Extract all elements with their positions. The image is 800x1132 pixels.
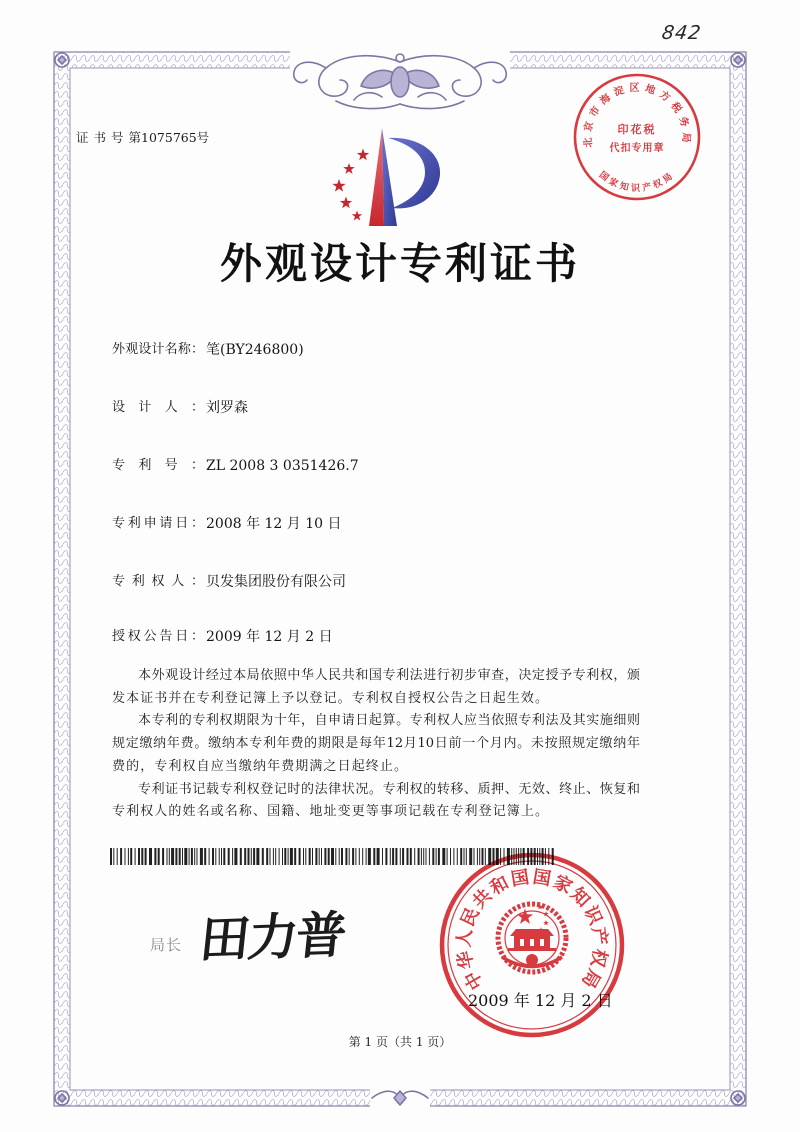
emblem-stars bbox=[517, 904, 549, 932]
field-label: 专利申请日： bbox=[112, 516, 204, 531]
tax-stamp-top-text: 北京市海淀区地方税务局 bbox=[582, 82, 692, 148]
field-value: 刘罗森 bbox=[206, 400, 248, 416]
field-label: 授权公告日： bbox=[112, 629, 204, 644]
signature-title: 局长 bbox=[150, 936, 183, 954]
handwritten-number: 842 bbox=[660, 22, 703, 44]
certificate-number-value: 第1075765号 bbox=[128, 130, 210, 145]
national-emblem bbox=[498, 904, 566, 972]
field-label: 专利权人： bbox=[112, 574, 204, 589]
paragraph-line: 本外观设计经过本局依照中华人民共和国专利法进行初步审查，决定授予专利权，颁 bbox=[138, 668, 640, 683]
field-value: 2008 年 12 月 10 日 bbox=[206, 516, 342, 532]
signature: 田力普 bbox=[196, 904, 348, 969]
paragraph-line: 规定缴纳年费。缴纳本专利年费的期限是每年12月10日前一个月内。未按照规定缴纳年 bbox=[112, 736, 640, 752]
field-value: 笔(BY246800) bbox=[206, 342, 304, 358]
page-number: 第 1 页（共 1 页） bbox=[348, 1035, 452, 1049]
tax-stamp-bottom-text: 国家知识产权局 bbox=[596, 170, 678, 195]
paragraph-line: 专利证书记载专利权登记时的法律状况。专利权的转移、质押、无效、终止、恢复和 bbox=[138, 781, 640, 797]
field-label: 专利号： bbox=[112, 458, 204, 473]
certificate-number-label: 证书号 bbox=[76, 130, 129, 145]
field-value: 贝发集团股份有限公司 bbox=[206, 574, 346, 590]
field-value: 2009 年 12 月 2 日 bbox=[206, 629, 333, 645]
field-value: ZL 2008 3 0351426.7 bbox=[206, 458, 359, 474]
emblem-gate-roof bbox=[510, 929, 554, 936]
paragraph-line: 费的，专利权自应当缴纳年费期满之日起终止。 bbox=[112, 758, 409, 774]
paragraph-line: 专利权人的姓名或名称、国籍、地址变更等事项记载在专利登记簿上。 bbox=[112, 804, 550, 820]
tax-stamp-center-line1: 印花税 bbox=[617, 123, 657, 136]
field-label: 设计人： bbox=[112, 400, 204, 415]
emblem-star bbox=[543, 920, 549, 925]
tax-stamp-center-line2: 代扣专用章 bbox=[609, 143, 665, 154]
emblem-gear bbox=[526, 954, 538, 966]
seal-text: 中华人民共和国国家知识产权局 bbox=[453, 866, 611, 994]
issue-date: 2009 年 12 月 2 日 bbox=[468, 991, 613, 1010]
paragraph-line: 本专利的专利权期限为十年，自申请日起算。专利权人应当依照专利法及其实施细则 bbox=[138, 713, 640, 729]
paragraph-line: 发本证书并在专利登记簿上予以登记。专利权自授权公告之日起生效。 bbox=[112, 690, 550, 706]
page-title: 外观设计专利证书 bbox=[219, 239, 580, 288]
field-label: 外观设计名称： bbox=[112, 342, 204, 357]
